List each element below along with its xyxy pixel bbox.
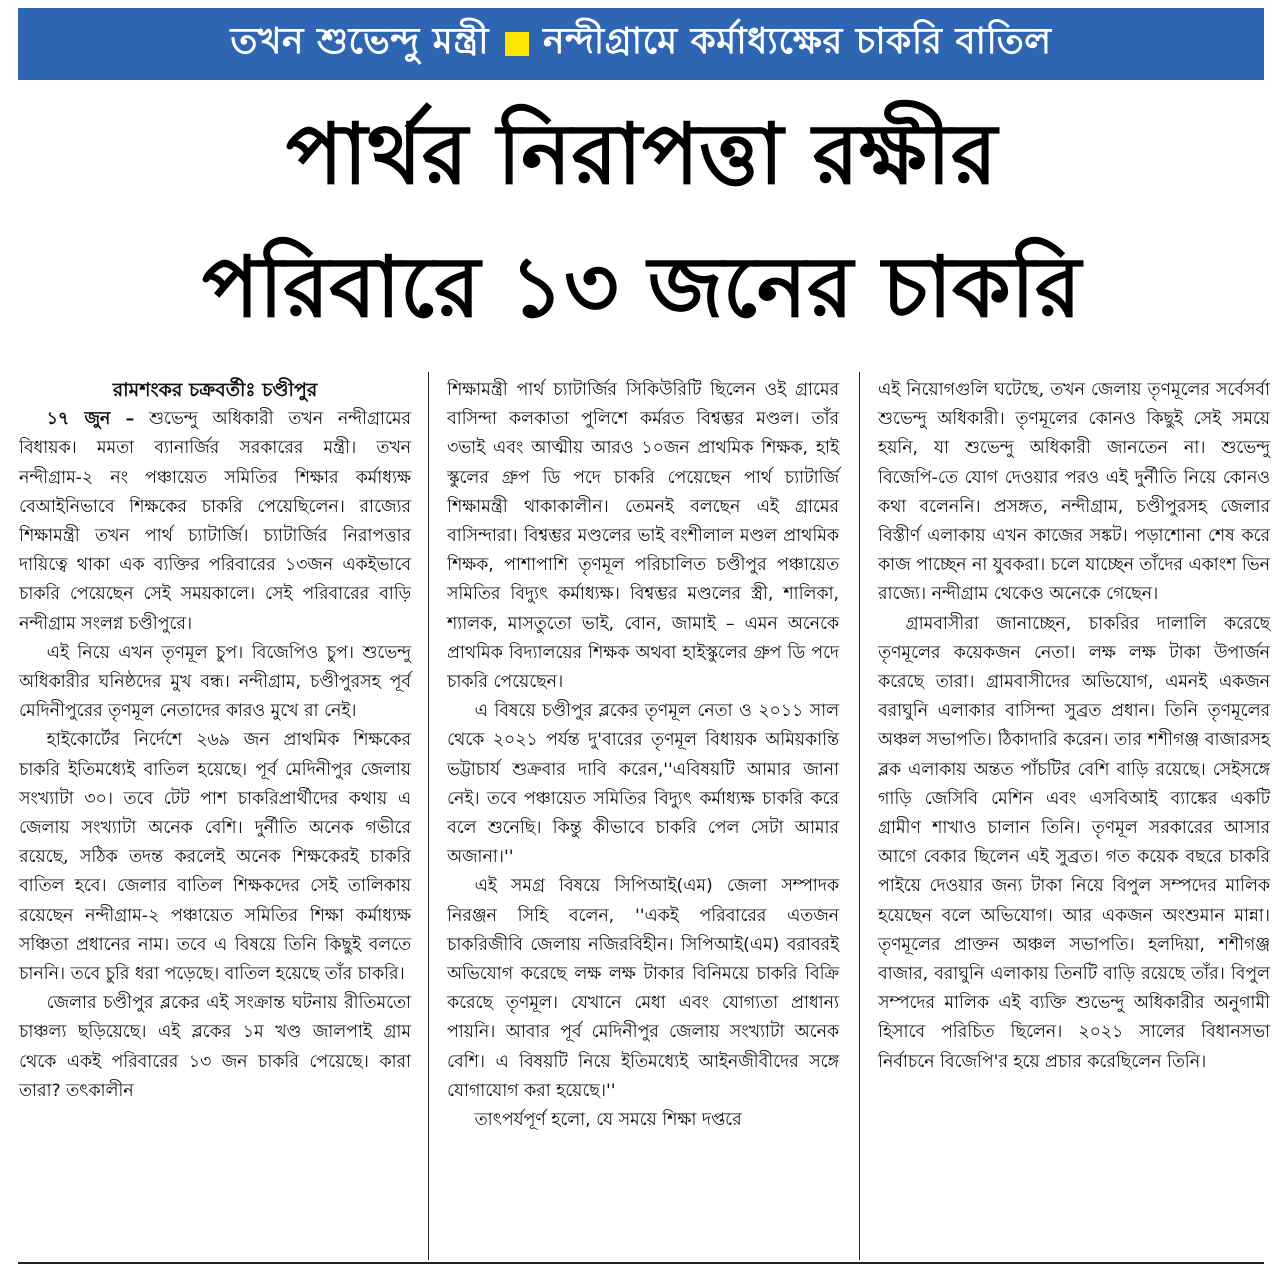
paragraph bbox=[19, 405, 411, 639]
dateline: ১৭ জুন – bbox=[46, 409, 135, 430]
paragraph: এই নিয়ে এখন তৃণমূল চুপ। বিজেপিও চুপ। শুভেন্দু অধিকারীর ঘনিষ্ঠদের মুখ বন্ধ। নন্দীগ্রাম, চণ্ডীপুরসহ পূর্ব মেদিনীপুরের তৃণমূল নেতাদের কারও মুখে রা নেই। bbox=[19, 642, 411, 722]
square-bullet-icon bbox=[505, 32, 529, 56]
kicker-left: তখন শুভেন্দু মন্ত্রী bbox=[230, 21, 490, 62]
paragraph: হাইকোর্টের নির্দেশে ২৬৯ জন প্রাথমিক শিক্ষকের চাকরি ইতিমধ্যেই বাতিল হয়েছে। পূর্ব মেদিনীপুর জেলায় সংখ্যাটা ৩০। তবে টেট পাশ চাকরিপ্রার্থীদের কথায় এ জেলায় সংখ্যাটা অনেক বেশি। দুর্নীতি অনেক গভীরে রয়েছে, সঠিক তদন্ত করলেই অনেক শিক্ষকেরই চাকরি বাতিল হবে। জেলার বাতিল শিক্ষকদের সেই তালিকায় রয়েছেন নন্দীগ্রাম-২ পঞ্চায়েত সমিতির শিক্ষা কর্মাধ্যক্ষ সঞ্চিতা প্রধানের নাম। তবে এ বিষয়ে তিনি কিছুই বলতে চাননি। তবে চুরি ধরা পড়েছে। বাতিল হয়েছে তাঁর চাকরি। bbox=[19, 730, 411, 985]
article-column-3 bbox=[878, 376, 1270, 1077]
bottom-rule bbox=[18, 1262, 1264, 1264]
article-column-2 bbox=[447, 376, 839, 1135]
paragraph: তাৎপর্যপূর্ণ হলো, যে সময়ে শিক্ষা দপ্তরে bbox=[474, 1110, 742, 1131]
kicker-right: নন্দীগ্রামে কর্মাধ্যক্ষের চাকরি বাতিল bbox=[543, 21, 1052, 62]
paragraph: গ্রামবাসীরা জানাচ্ছেন, চাকরির দালালি করেছে তৃণমূলের কয়েকজন নেতা। লক্ষ লক্ষ টাকা উপার্জন করেছে তারা। গ্রামবাসীদের অভিযোগ, এমনই একজন বরাঘুনি এলাকার বাসিন্দা সুব্রত প্রধান। তিনি তৃণমূলের অঞ্চল সভাপতি। ঠিকাদারি করেন। তার শশীগঞ্জ বাজারসহ ব্লক এলাকায় অন্তত পাঁচটির বেশি বাড়ি রয়েছে। সেইসঙ্গে গাড়ি জেসিবি মেশিন এবং এসবিআই ব্যাঙ্কের একটি গ্রামীণ শাখাও চালান তিনি। তৃণমূল সরকারের আসার আগে বেকার ছিলেন এই সুব্রত। গত কয়েক বছরে চাকরি পাইয়ে দেওয়ার জন্য টাকা নিয়ে বিপুল সম্পদের মালিক হয়েছেন বলে অভিযোগ। আর একজন অংশুমান মান্না। তৃণমূলের প্রাক্তন অঞ্চল সভাপতি। হলদিয়া, শশীগঞ্জ বাজার, বরাঘুনি এলাকায় তিনটি বাড়ি রয়েছে তাঁর। বিপুল সম্পদের মালিক এই ব্যক্তি শুভেন্দু অধিকারীর অনুগামী হিসাবে পরিচিত ছিলেন। ২০২১ সালের বিধানসভা নির্বাচনে বিজেপি'র হয়ে প্রচার করেছিলেন তিনি। bbox=[878, 613, 1270, 1072]
paragraph: এ বিষয়ে চণ্ডীপুর ব্লকের তৃণমূল নেতা ও ২০১১ সাল থেকে ২০২১ পর্যন্ত দু'বারের তৃণমূল বিধায়ক অমিয়কান্তি ভট্টাচার্য শুক্রবার দাবি করেন,''এবিষয়টি আমার জানা নেই। তবে পঞ্চায়েত সমিতির বিদ্যুৎ কর্মাধ্যক্ষ চাকরি করে বলে শুনেছি। কিন্তু কীভাবে চাকরি পেল সেটা আমার অজানা।'' bbox=[447, 701, 839, 868]
paragraph-text: শুভেন্দু অধিকারী তখন নন্দীগ্রামের বিধায়ক। মমতা ব্যানার্জির সরকারের মন্ত্রী। তখন নন্দীগ্রাম-২ নং পঞ্চায়েত সমিতির শিক্ষার কর্মাধ্যক্ষ বেআইনিভাবে শিক্ষকের চাকরি পেয়েছিলেন। রাজ্যের শিক্ষামন্ত্রী তখন পার্থ চ্যাটার্জি। চ্যাটার্জির নিরাপত্তার দায়িত্বে থাকা এক ব্যক্তির পরিবারের ১৩জন একইভাবে চাকরি পেয়েছেন সেই সময়কালে। সেই পরিবারের বাড়ি নন্দীগ্রাম সংলগ্ন চণ্ডীপুরে। bbox=[19, 409, 411, 634]
article-column-1 bbox=[19, 376, 411, 1106]
headline-line-2: পরিবারে ১৩ জনের চাকরি bbox=[201, 238, 1082, 336]
paragraph: এই সমগ্র বিষয়ে সিপিআই(এম) জেলা সম্পাদক নিরঞ্জন সিহি বলেন, ''একই পরিবারের এতজন চাকরিজীবি জেলায় নজিরবিহীন। সিপিআই(এম) বরাবরই অভিযোগ করেছে লক্ষ লক্ষ টাকার বিনিময়ে চাকরি বিক্রি করেছে তৃণমূল। যেখানে মেধা এবং যোগ্যতা প্রাধান্য পায়নি। আবার পূর্ব মেদিনীপুর জেলায় সংখ্যাটা অনেক বেশি। এ বিষয়টি নিয়ে ইতিমধ্যেই আইনজীবীদের সঙ্গে যোগাযোগ করা হয়েছে।'' bbox=[447, 876, 839, 1101]
paragraph: এই নিয়োগগুলি ঘটেছে, তখন জেলায় তৃণমূলের সর্বেসর্বা শুভেন্দু অধিকারী। তৃণমূলের কোনও কিছুই সেই সময়ে হয়নি, যা শুভেন্দু অধিকারী জানতেন না। শুভেন্দু বিজেপি-তে যোগ দেওয়ার পরও এই দুর্নীতি নিয়ে কোনও কথা বলেননি। প্রসঙ্গত, নন্দীগ্রাম, চণ্ডীপুরসহ জেলার বিস্তীর্ণ এলাকায় এখন কাজের সঙ্কট। পড়াশোনা শেষ করে কাজ পাচ্ছেন না যুবকরা। চলে যাচ্ছেন তাঁদের একাংশ ভিন রাজ্যে। নন্দীগ্রাম থেকেও অনেকে গেছেন। bbox=[878, 380, 1270, 605]
byline: রামশংকর চক্রবর্তীঃ চণ্ডীপুর bbox=[112, 379, 318, 401]
paragraph: জেলার চণ্ডীপুর ব্লকের এই সংক্রান্ত ঘটনায় রীতিমতো চাঞ্চল্য ছড়িয়েছে। এই ব্লকের ১ম খণ্ড জালপাই গ্রাম থেকে একই পরিবারের ১৩ জন চাকরি পেয়েছে। কারা তারা? তৎকালীন bbox=[19, 993, 411, 1101]
column-divider bbox=[428, 372, 429, 1260]
kicker-banner bbox=[18, 8, 1264, 80]
paragraph: শিক্ষামন্ত্রী পার্থ চ্যাটার্জির সিকিউরিটি ছিলেন ওই গ্রামের বাসিন্দা কলকাতা পুলিশে কর্মরত বিশ্বম্ভর মণ্ডল। তাঁর ৩ভাই এবং আত্মীয় আরও ১০জন প্রাথমিক শিক্ষক, হাই স্কুলের গ্রুপ ডি পদে চাকরি পেয়েছেন পার্থ চ্যাটার্জি শিক্ষামন্ত্রী থাকাকালীন। তেমনই বলছেন এই গ্রামের বাসিন্দারা। বিশ্বম্ভর মণ্ডলের ভাই বংশীলাল মণ্ডল প্রাথমিক শিক্ষক, পাশাপাশি তৃণমূল পরিচালিত চণ্ডীপুর পঞ্চায়েত সমিতির বিদ্যুৎ কর্মাধ্যক্ষ। বিশ্বম্ভর মণ্ডলের স্ত্রী, শালিকা, শ্যালক, মাসতুতো ভাই, বোন, জামাই – এমন অনেকে প্রাথমিক বিদ্যালয়ের শিক্ষক অথবা হাইস্কুলের গ্রুপ ডি পদে চাকরি পেয়েছেন। bbox=[447, 380, 839, 693]
column-divider bbox=[859, 372, 860, 1260]
headline-line-1: পার্থর নিরাপত্তা রক্ষীর bbox=[285, 105, 998, 203]
